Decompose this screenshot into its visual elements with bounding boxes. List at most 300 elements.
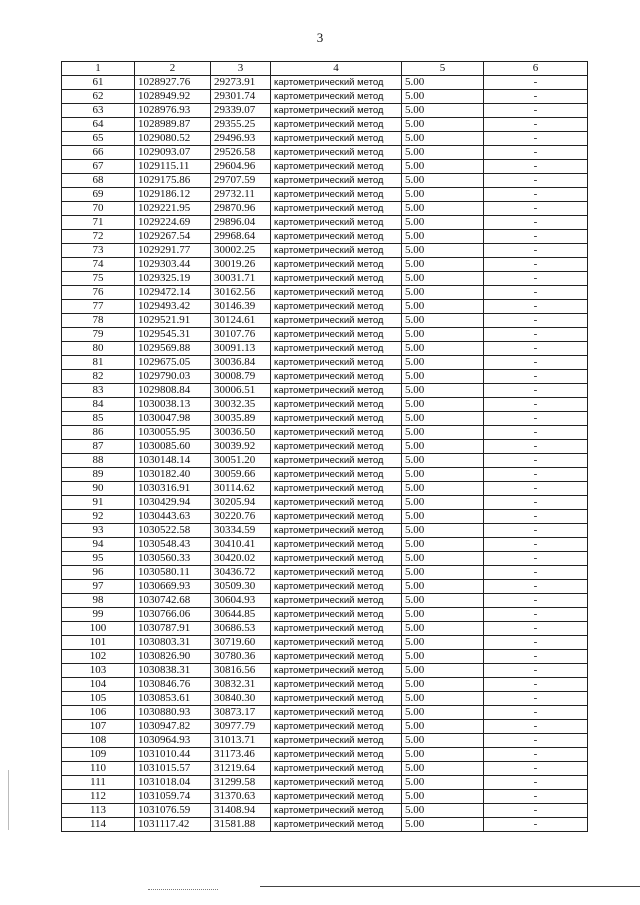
- x-coordinate-cell: 1030522.58: [135, 524, 211, 538]
- y-coordinate-cell: 30832.31: [211, 678, 271, 692]
- point-number-cell: 78: [62, 314, 135, 328]
- point-number-cell: 73: [62, 244, 135, 258]
- x-coordinate-cell: 1031117.42: [135, 818, 211, 832]
- table-row: [62, 272, 588, 286]
- table-row: [62, 538, 588, 552]
- method-cell: картометрический метод: [271, 776, 402, 790]
- method-cell: картометрический метод: [271, 594, 402, 608]
- point-number-cell: 83: [62, 384, 135, 398]
- table-header-row: [62, 62, 588, 76]
- point-number-cell: 67: [62, 160, 135, 174]
- table-row: [62, 216, 588, 230]
- table-row: [62, 174, 588, 188]
- x-coordinate-cell: 1029521.91: [135, 314, 211, 328]
- accuracy-cell: 5.00: [402, 370, 484, 384]
- accuracy-cell: 5.00: [402, 216, 484, 230]
- accuracy-cell: 5.00: [402, 594, 484, 608]
- note-cell: -: [484, 566, 588, 580]
- note-cell: -: [484, 314, 588, 328]
- x-coordinate-cell: 1029569.88: [135, 342, 211, 356]
- method-cell: картометрический метод: [271, 678, 402, 692]
- x-coordinate-cell: 1029115.11: [135, 160, 211, 174]
- table-row: [62, 566, 588, 580]
- accuracy-cell: 5.00: [402, 76, 484, 90]
- note-cell: -: [484, 650, 588, 664]
- y-coordinate-cell: 30091.13: [211, 342, 271, 356]
- table-row: [62, 818, 588, 832]
- x-coordinate-cell: 1030548.43: [135, 538, 211, 552]
- point-number-cell: 113: [62, 804, 135, 818]
- y-coordinate-cell: 30124.61: [211, 314, 271, 328]
- point-number-cell: 108: [62, 734, 135, 748]
- table-row: [62, 678, 588, 692]
- point-number-cell: 112: [62, 790, 135, 804]
- accuracy-cell: 5.00: [402, 734, 484, 748]
- accuracy-cell: 5.00: [402, 104, 484, 118]
- table-body: [62, 76, 588, 832]
- accuracy-cell: 5.00: [402, 230, 484, 244]
- method-cell: картометрический метод: [271, 580, 402, 594]
- method-cell: картометрический метод: [271, 90, 402, 104]
- note-cell: -: [484, 454, 588, 468]
- x-coordinate-cell: 1029093.07: [135, 146, 211, 160]
- note-cell: -: [484, 440, 588, 454]
- y-coordinate-cell: 30006.51: [211, 384, 271, 398]
- y-coordinate-cell: 30509.30: [211, 580, 271, 594]
- table-row: [62, 356, 588, 370]
- method-cell: картометрический метод: [271, 160, 402, 174]
- x-coordinate-cell: 1031076.59: [135, 804, 211, 818]
- x-coordinate-cell: 1028927.76: [135, 76, 211, 90]
- point-number-cell: 72: [62, 230, 135, 244]
- note-cell: -: [484, 132, 588, 146]
- accuracy-cell: 5.00: [402, 454, 484, 468]
- point-number-cell: 75: [62, 272, 135, 286]
- table-row: [62, 636, 588, 650]
- y-coordinate-cell: 30031.71: [211, 272, 271, 286]
- note-cell: -: [484, 118, 588, 132]
- y-coordinate-cell: 30719.60: [211, 636, 271, 650]
- note-cell: -: [484, 594, 588, 608]
- accuracy-cell: 5.00: [402, 524, 484, 538]
- x-coordinate-cell: 1030853.61: [135, 692, 211, 706]
- note-cell: -: [484, 804, 588, 818]
- y-coordinate-cell: 30410.41: [211, 538, 271, 552]
- table-row: [62, 118, 588, 132]
- method-cell: картометрический метод: [271, 146, 402, 160]
- accuracy-cell: 5.00: [402, 146, 484, 160]
- note-cell: -: [484, 776, 588, 790]
- y-coordinate-cell: 30334.59: [211, 524, 271, 538]
- y-coordinate-cell: 30162.56: [211, 286, 271, 300]
- note-cell: -: [484, 580, 588, 594]
- point-number-cell: 82: [62, 370, 135, 384]
- accuracy-cell: 5.00: [402, 90, 484, 104]
- note-cell: -: [484, 146, 588, 160]
- method-cell: картометрический метод: [271, 608, 402, 622]
- accuracy-cell: 5.00: [402, 804, 484, 818]
- method-cell: картометрический метод: [271, 748, 402, 762]
- method-cell: картометрический метод: [271, 454, 402, 468]
- method-cell: картометрический метод: [271, 300, 402, 314]
- x-coordinate-cell: 1031059.74: [135, 790, 211, 804]
- note-cell: -: [484, 482, 588, 496]
- table-row: [62, 286, 588, 300]
- x-coordinate-cell: 1030560.33: [135, 552, 211, 566]
- note-cell: -: [484, 356, 588, 370]
- point-number-cell: 85: [62, 412, 135, 426]
- y-coordinate-cell: 29870.96: [211, 202, 271, 216]
- note-cell: -: [484, 510, 588, 524]
- point-number-cell: 88: [62, 454, 135, 468]
- note-cell: -: [484, 202, 588, 216]
- x-coordinate-cell: 1030766.06: [135, 608, 211, 622]
- table-row: [62, 496, 588, 510]
- x-coordinate-cell: 1030947.82: [135, 720, 211, 734]
- method-cell: картометрический метод: [271, 132, 402, 146]
- x-coordinate-cell: 1030826.90: [135, 650, 211, 664]
- accuracy-cell: 5.00: [402, 566, 484, 580]
- y-coordinate-cell: 29707.59: [211, 174, 271, 188]
- x-coordinate-cell: 1029472.14: [135, 286, 211, 300]
- y-coordinate-cell: 31173.46: [211, 748, 271, 762]
- point-number-cell: 79: [62, 328, 135, 342]
- y-coordinate-cell: 30051.20: [211, 454, 271, 468]
- y-coordinate-cell: 31219.64: [211, 762, 271, 776]
- table-row: [62, 734, 588, 748]
- method-cell: картометрический метод: [271, 482, 402, 496]
- y-coordinate-cell: 30873.17: [211, 706, 271, 720]
- table-row: [62, 76, 588, 90]
- table-row: [62, 342, 588, 356]
- method-cell: картометрический метод: [271, 342, 402, 356]
- method-cell: картометрический метод: [271, 216, 402, 230]
- method-cell: картометрический метод: [271, 790, 402, 804]
- x-coordinate-cell: 1029545.31: [135, 328, 211, 342]
- table-row: [62, 692, 588, 706]
- table-row: [62, 426, 588, 440]
- method-cell: картометрический метод: [271, 496, 402, 510]
- point-number-cell: 70: [62, 202, 135, 216]
- table-row: [62, 664, 588, 678]
- y-coordinate-cell: 30036.50: [211, 426, 271, 440]
- accuracy-cell: 5.00: [402, 776, 484, 790]
- method-cell: картометрический метод: [271, 734, 402, 748]
- table-row: [62, 104, 588, 118]
- accuracy-cell: 5.00: [402, 188, 484, 202]
- x-coordinate-cell: 1028989.87: [135, 118, 211, 132]
- note-cell: -: [484, 608, 588, 622]
- point-number-cell: 91: [62, 496, 135, 510]
- x-coordinate-cell: 1029790.03: [135, 370, 211, 384]
- column-header: 3: [211, 62, 271, 76]
- method-cell: картометрический метод: [271, 692, 402, 706]
- y-coordinate-cell: 29301.74: [211, 90, 271, 104]
- accuracy-cell: 5.00: [402, 314, 484, 328]
- y-coordinate-cell: 30035.89: [211, 412, 271, 426]
- x-coordinate-cell: 1030580.11: [135, 566, 211, 580]
- point-number-cell: 63: [62, 104, 135, 118]
- point-number-cell: 81: [62, 356, 135, 370]
- method-cell: картометрический метод: [271, 636, 402, 650]
- point-number-cell: 100: [62, 622, 135, 636]
- accuracy-cell: 5.00: [402, 286, 484, 300]
- method-cell: картометрический метод: [271, 622, 402, 636]
- x-coordinate-cell: 1030846.76: [135, 678, 211, 692]
- point-number-cell: 74: [62, 258, 135, 272]
- table-row: [62, 328, 588, 342]
- method-cell: картометрический метод: [271, 174, 402, 188]
- note-cell: -: [484, 174, 588, 188]
- table-row: [62, 608, 588, 622]
- point-number-cell: 110: [62, 762, 135, 776]
- point-number-cell: 64: [62, 118, 135, 132]
- accuracy-cell: 5.00: [402, 496, 484, 510]
- footer-rule: [260, 886, 640, 887]
- point-number-cell: 94: [62, 538, 135, 552]
- x-coordinate-cell: 1028976.93: [135, 104, 211, 118]
- note-cell: -: [484, 664, 588, 678]
- note-cell: -: [484, 398, 588, 412]
- x-coordinate-cell: 1030787.91: [135, 622, 211, 636]
- y-coordinate-cell: 30146.39: [211, 300, 271, 314]
- point-number-cell: 102: [62, 650, 135, 664]
- accuracy-cell: 5.00: [402, 650, 484, 664]
- point-number-cell: 98: [62, 594, 135, 608]
- note-cell: -: [484, 90, 588, 104]
- method-cell: картометрический метод: [271, 384, 402, 398]
- method-cell: картометрический метод: [271, 104, 402, 118]
- note-cell: -: [484, 496, 588, 510]
- method-cell: картометрический метод: [271, 314, 402, 328]
- note-cell: -: [484, 216, 588, 230]
- accuracy-cell: 5.00: [402, 328, 484, 342]
- note-cell: -: [484, 328, 588, 342]
- point-number-cell: 89: [62, 468, 135, 482]
- accuracy-cell: 5.00: [402, 244, 484, 258]
- accuracy-cell: 5.00: [402, 272, 484, 286]
- note-cell: -: [484, 272, 588, 286]
- y-coordinate-cell: 30205.94: [211, 496, 271, 510]
- accuracy-cell: 5.00: [402, 342, 484, 356]
- method-cell: картометрический метод: [271, 230, 402, 244]
- method-cell: картометрический метод: [271, 188, 402, 202]
- x-coordinate-cell: 1029080.52: [135, 132, 211, 146]
- point-number-cell: 62: [62, 90, 135, 104]
- method-cell: картометрический метод: [271, 720, 402, 734]
- table-row: [62, 160, 588, 174]
- method-cell: картометрический метод: [271, 566, 402, 580]
- note-cell: -: [484, 244, 588, 258]
- note-cell: -: [484, 342, 588, 356]
- table-row: [62, 370, 588, 384]
- note-cell: -: [484, 790, 588, 804]
- accuracy-cell: 5.00: [402, 426, 484, 440]
- point-number-cell: 104: [62, 678, 135, 692]
- point-number-cell: 65: [62, 132, 135, 146]
- y-coordinate-cell: 31370.63: [211, 790, 271, 804]
- accuracy-cell: 5.00: [402, 300, 484, 314]
- x-coordinate-cell: 1030742.68: [135, 594, 211, 608]
- y-coordinate-cell: 29355.25: [211, 118, 271, 132]
- y-coordinate-cell: 30107.76: [211, 328, 271, 342]
- point-number-cell: 111: [62, 776, 135, 790]
- accuracy-cell: 5.00: [402, 538, 484, 552]
- coordinates-table: [61, 61, 588, 832]
- method-cell: картометрический метод: [271, 398, 402, 412]
- table-row: [62, 594, 588, 608]
- note-cell: -: [484, 300, 588, 314]
- accuracy-cell: 5.00: [402, 174, 484, 188]
- y-coordinate-cell: 30032.35: [211, 398, 271, 412]
- y-coordinate-cell: 29968.64: [211, 230, 271, 244]
- accuracy-cell: 5.00: [402, 818, 484, 832]
- method-cell: картометрический метод: [271, 244, 402, 258]
- accuracy-cell: 5.00: [402, 440, 484, 454]
- note-cell: -: [484, 552, 588, 566]
- x-coordinate-cell: 1029175.86: [135, 174, 211, 188]
- note-cell: -: [484, 636, 588, 650]
- accuracy-cell: 5.00: [402, 762, 484, 776]
- table-row: [62, 776, 588, 790]
- x-coordinate-cell: 1029186.12: [135, 188, 211, 202]
- point-number-cell: 90: [62, 482, 135, 496]
- column-header: 2: [135, 62, 211, 76]
- accuracy-cell: 5.00: [402, 608, 484, 622]
- note-cell: -: [484, 622, 588, 636]
- table-row: [62, 552, 588, 566]
- method-cell: картометрический метод: [271, 202, 402, 216]
- accuracy-cell: 5.00: [402, 706, 484, 720]
- column-header: 1: [62, 62, 135, 76]
- table-row: [62, 650, 588, 664]
- point-number-cell: 76: [62, 286, 135, 300]
- x-coordinate-cell: 1029325.19: [135, 272, 211, 286]
- note-cell: -: [484, 678, 588, 692]
- note-cell: -: [484, 258, 588, 272]
- x-coordinate-cell: 1030429.94: [135, 496, 211, 510]
- y-coordinate-cell: 30220.76: [211, 510, 271, 524]
- y-coordinate-cell: 29732.11: [211, 188, 271, 202]
- method-cell: картометрический метод: [271, 76, 402, 90]
- y-coordinate-cell: 30114.62: [211, 482, 271, 496]
- accuracy-cell: 5.00: [402, 258, 484, 272]
- y-coordinate-cell: 30008.79: [211, 370, 271, 384]
- note-cell: -: [484, 160, 588, 174]
- note-cell: -: [484, 762, 588, 776]
- y-coordinate-cell: 31408.94: [211, 804, 271, 818]
- column-header: 6: [484, 62, 588, 76]
- point-number-cell: 95: [62, 552, 135, 566]
- point-number-cell: 69: [62, 188, 135, 202]
- accuracy-cell: 5.00: [402, 664, 484, 678]
- x-coordinate-cell: 1029267.54: [135, 230, 211, 244]
- x-coordinate-cell: 1029224.69: [135, 216, 211, 230]
- note-cell: -: [484, 76, 588, 90]
- method-cell: картометрический метод: [271, 468, 402, 482]
- x-coordinate-cell: 1030880.93: [135, 706, 211, 720]
- y-coordinate-cell: 29339.07: [211, 104, 271, 118]
- method-cell: картометрический метод: [271, 650, 402, 664]
- x-coordinate-cell: 1030085.60: [135, 440, 211, 454]
- column-header: 5: [402, 62, 484, 76]
- x-coordinate-cell: 1029675.05: [135, 356, 211, 370]
- table-row: [62, 244, 588, 258]
- table-row: [62, 454, 588, 468]
- accuracy-cell: 5.00: [402, 622, 484, 636]
- table-row: [62, 720, 588, 734]
- method-cell: картометрический метод: [271, 706, 402, 720]
- x-coordinate-cell: 1029303.44: [135, 258, 211, 272]
- table-row: [62, 706, 588, 720]
- page-number: 3: [316, 30, 324, 45]
- x-coordinate-cell: 1031018.04: [135, 776, 211, 790]
- accuracy-cell: 5.00: [402, 748, 484, 762]
- y-coordinate-cell: 30420.02: [211, 552, 271, 566]
- method-cell: картометрический метод: [271, 818, 402, 832]
- note-cell: -: [484, 370, 588, 384]
- x-coordinate-cell: 1030669.93: [135, 580, 211, 594]
- point-number-cell: 71: [62, 216, 135, 230]
- method-cell: картометрический метод: [271, 370, 402, 384]
- x-coordinate-cell: 1030148.14: [135, 454, 211, 468]
- table-row: [62, 510, 588, 524]
- point-number-cell: 103: [62, 664, 135, 678]
- method-cell: картометрический метод: [271, 258, 402, 272]
- table-row: [62, 482, 588, 496]
- table-row: [62, 412, 588, 426]
- table-row: [62, 188, 588, 202]
- method-cell: картометрический метод: [271, 762, 402, 776]
- point-number-cell: 68: [62, 174, 135, 188]
- point-number-cell: 99: [62, 608, 135, 622]
- note-cell: -: [484, 720, 588, 734]
- method-cell: картометрический метод: [271, 552, 402, 566]
- y-coordinate-cell: 30039.92: [211, 440, 271, 454]
- table-row: [62, 762, 588, 776]
- x-coordinate-cell: 1030038.13: [135, 398, 211, 412]
- table-row: [62, 622, 588, 636]
- accuracy-cell: 5.00: [402, 118, 484, 132]
- note-cell: -: [484, 468, 588, 482]
- y-coordinate-cell: 30840.30: [211, 692, 271, 706]
- accuracy-cell: 5.00: [402, 412, 484, 426]
- accuracy-cell: 5.00: [402, 692, 484, 706]
- y-coordinate-cell: 29273.91: [211, 76, 271, 90]
- x-coordinate-cell: 1030964.93: [135, 734, 211, 748]
- point-number-cell: 105: [62, 692, 135, 706]
- note-cell: -: [484, 538, 588, 552]
- table-row: [62, 300, 588, 314]
- point-number-cell: 61: [62, 76, 135, 90]
- point-number-cell: 93: [62, 524, 135, 538]
- accuracy-cell: 5.00: [402, 356, 484, 370]
- x-coordinate-cell: 1029221.95: [135, 202, 211, 216]
- table-row: [62, 804, 588, 818]
- point-number-cell: 97: [62, 580, 135, 594]
- accuracy-cell: 5.00: [402, 790, 484, 804]
- point-number-cell: 87: [62, 440, 135, 454]
- y-coordinate-cell: 31581.88: [211, 818, 271, 832]
- point-number-cell: 109: [62, 748, 135, 762]
- table-row: [62, 384, 588, 398]
- method-cell: картометрический метод: [271, 524, 402, 538]
- accuracy-cell: 5.00: [402, 552, 484, 566]
- method-cell: картометрический метод: [271, 356, 402, 370]
- note-cell: -: [484, 748, 588, 762]
- y-coordinate-cell: 30019.26: [211, 258, 271, 272]
- accuracy-cell: 5.00: [402, 398, 484, 412]
